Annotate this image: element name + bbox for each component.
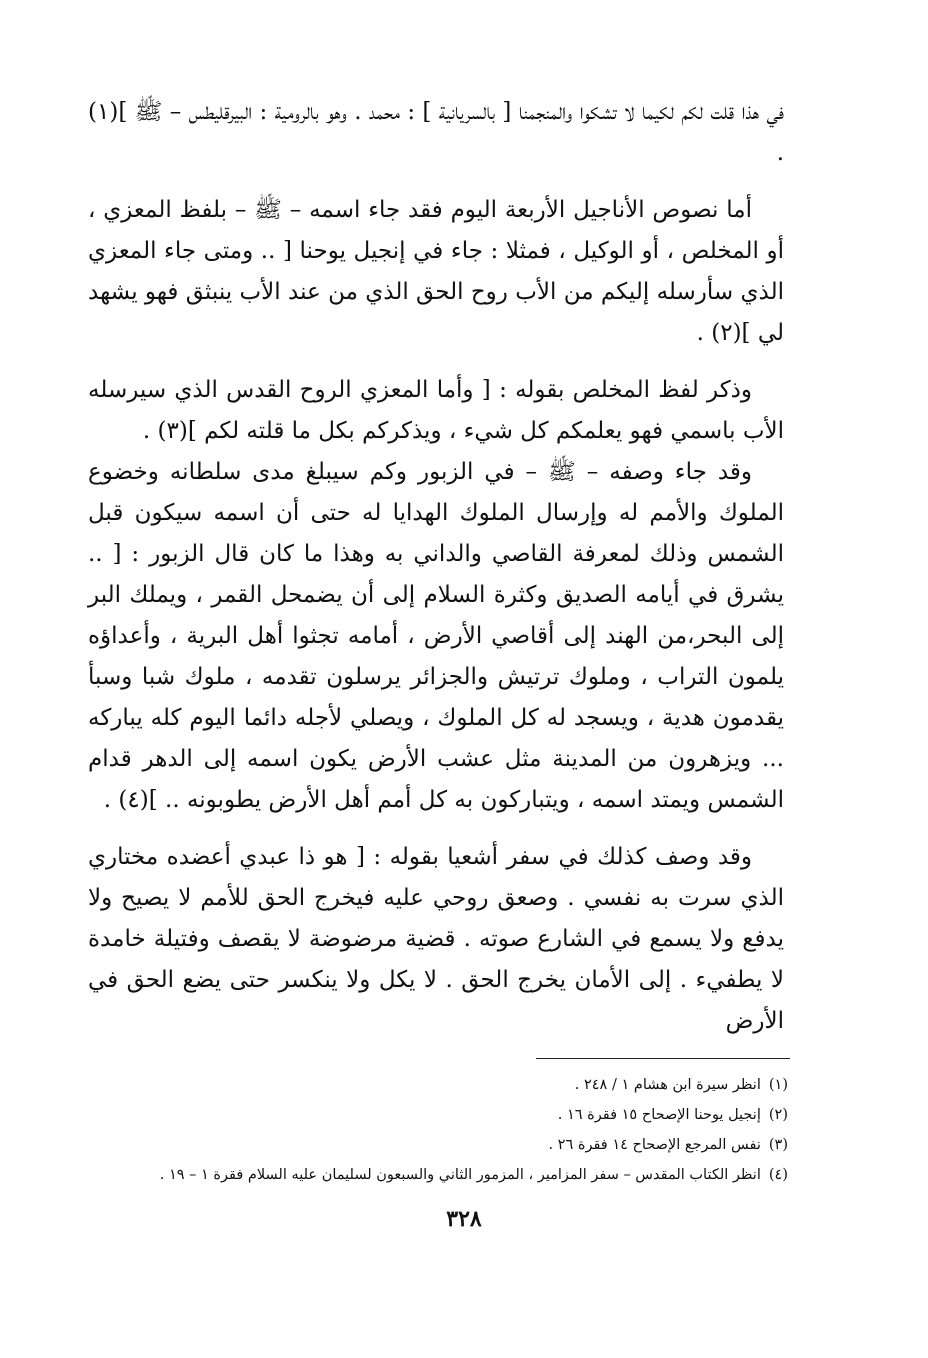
footnote-divider (536, 1058, 790, 1059)
footnote-2 (88, 1100, 788, 1130)
page-body (88, 92, 784, 1058)
paragraph-5: وقد وصف كذلك في سفر أشعيا بقوله : [ هو ذا عبدي أعضده مختاري الذي سرت به نفسي . وصعق روحي عليه فيخرج الحق للأمم لا يصيح ولا يدفع ولا يسمع في الشارع صوته . قضية مرضوضة لا يقصف وفتيلة خامدة لا يطفيء . إلى الأمان يخرج الحق . لا يكل ولا ينكسر حتى يضع الحق في الأرض (88, 844, 784, 1034)
footnote-1 (88, 1070, 788, 1100)
paragraph-4: وقد جاء وصفه – ﷺ – في الزبور وكم سيبلغ مدى سلطانه وخضوع الملوك والأمم له وإرسال الملوك الهدايا له حتى أن اسمه سيكون قبل الشمس وذلك لمعرفة القاصي والداني به وهذا ما كان قال الزبور : [ .. يشرق في أيامه الصديق وكثرة السلام إلى أن يضمحل القمر ، ويملك البر إلى البحر،من الهند إلى أقاصي الأرض ، أمامه تجثوا أهل البرية ، وأعداؤه يلمون التراب ، وملوك ترتيش والجزائر يرسلون تقدمه ، ملوك شبا وسبأ يقدمون هدية ، ويسجد له كل الملوك ، ويصلي لأجله دائما اليوم كله يباركه ... ويزهرون من المدينة مثل عشب الأرض يكون اسمه إلى الدهر قدام الشمس ويمتد اسمه ، ويتباركون به كل أمم أهل الأرض يطوبونه .. ](٤) . (88, 459, 784, 813)
paragraph-1: في هذا قلت لكم لكيما لا تشكوا والمنجمنا [ بالسريانية ] : محمد . وهو بالرومية : البيرقليطس – ﷺ ](١) . (88, 99, 784, 166)
footnote-number: (٢) (768, 1107, 788, 1123)
footnote-3 (88, 1130, 788, 1160)
footnote-number: (٤) (768, 1167, 788, 1183)
footnote-text: إنجيل يوحنا الإصحاح ١٥ فقرة ١٦ . (557, 1107, 761, 1123)
footnote-text: انظر الكتاب المقدس – سفر المزامير ، المزمور الثاني والسبعون لسليمان عليه السلام فقرة ١ – ١٩ . (159, 1167, 761, 1183)
paragraph-3: وذكر لفظ المخلص بقوله : [ وأما المعزي الروح القدس الذي سيرسله الأب باسمي فهو يعلمكم كل شيء ، ويذكركم بكل ما قلته لكم ](٣) . (88, 377, 784, 444)
footnote-number: (١) (768, 1077, 788, 1093)
page-number: ٣٢٨ (446, 1206, 482, 1232)
footnotes (88, 1070, 788, 1190)
footnote-4 (88, 1160, 788, 1190)
paragraph-2: أما نصوص الأناجيل الأربعة اليوم فقد جاء اسمه – ﷺ – بلفظ المعزي ، أو المخلص ، أو الوكيل ، فمثلا : جاء في إنجيل يوحنا [ .. ومتى جاء المعزي الذي سأرسله إليكم من الأب روح الحق الذي من عند الأب ينبثق فهو يشهد لي ](٢) . (88, 197, 784, 346)
footnote-text: نفس المرجع الإصحاح ١٤ فقرة ٢٦ . (548, 1137, 761, 1153)
footnote-text: انظر سيرة ابن هشام ١ / ٢٤٨ . (574, 1077, 761, 1093)
footnote-number: (٣) (768, 1137, 788, 1153)
